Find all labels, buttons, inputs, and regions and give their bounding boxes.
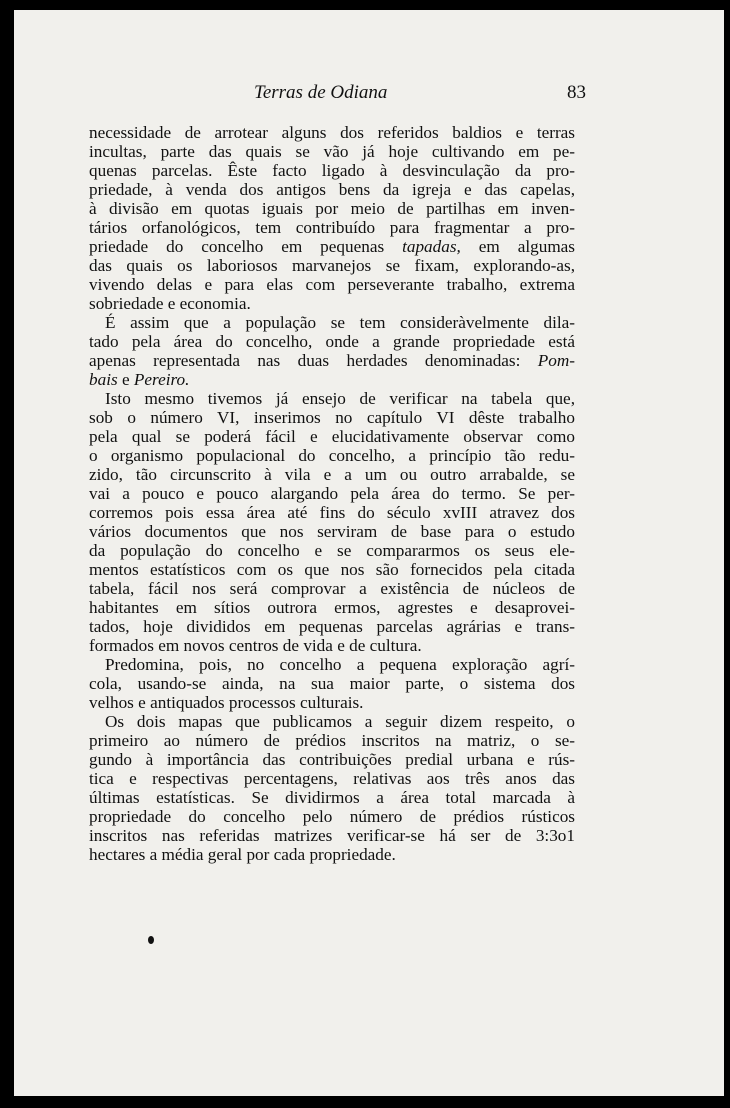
- text-run: tado pela área do concelho, onde a grande propriedade está: [89, 332, 575, 351]
- text-line: [89, 484, 575, 503]
- text-run: corremos pois essa área até fins do século xvIII atravez dos: [89, 503, 575, 522]
- page-header: [14, 82, 724, 112]
- paragraph: [89, 712, 575, 864]
- text-run: incultas, parte das quais se vão já hoje cultivando em pe-: [89, 142, 575, 161]
- text-line: [89, 617, 575, 636]
- text-line: [89, 389, 575, 408]
- book-page: [14, 10, 724, 1096]
- text-line: [89, 579, 575, 598]
- text-line: [89, 522, 575, 541]
- paragraph: [89, 655, 575, 712]
- text-line: [89, 370, 575, 389]
- text-run: gundo à importância das contribuições predial urbana e rús-: [89, 750, 575, 769]
- text-run: Predomina, pois, no concelho a pequena exploração agrí-: [105, 655, 575, 674]
- text-line: [89, 788, 575, 807]
- text-run: pela qual se poderá fácil e elucidativamente observar como: [89, 427, 575, 446]
- text-line: [89, 313, 575, 332]
- text-run: sobriedade e economia.: [89, 294, 251, 313]
- text-line: [89, 560, 575, 579]
- text-line: [89, 769, 575, 788]
- text-line: [89, 712, 575, 731]
- text-run: Os dois mapas que publicamos a seguir dizem respeito, o: [105, 712, 575, 731]
- text-run: habitantes em sítios outrora ermos, agrestes e desaprovei-: [89, 598, 575, 617]
- text-run: formados em novos centros de vida e de cultura.: [89, 636, 422, 655]
- text-run: cola, usando-se ainda, na sua maior parte, o sistema dos: [89, 674, 575, 693]
- text-line: [89, 142, 575, 161]
- text-line: [89, 845, 575, 864]
- text-line: [89, 750, 575, 769]
- text-line: [89, 123, 575, 142]
- text-line: [89, 465, 575, 484]
- text-run: vários documentos que nos serviram de base para o estudo: [89, 522, 575, 541]
- italic-run: bais: [89, 370, 118, 389]
- text-run: em algumas: [460, 237, 576, 256]
- italic-run: tapadas,: [402, 237, 461, 256]
- ink-speck: [148, 936, 154, 944]
- paragraph: [89, 389, 575, 655]
- text-run: zido, tão circunscrito à vila e a um ou outro arrabalde, se: [89, 465, 575, 484]
- text-line: [89, 826, 575, 845]
- text-run: mentos estatísticos com os que nos são fornecidos pela citada: [89, 560, 575, 579]
- text-run: necessidade de arrotear alguns dos referidos baldios e terras: [89, 123, 575, 142]
- text-run: É assim que a população se tem consideràvelmente dila-: [105, 313, 575, 332]
- text-line: [89, 655, 575, 674]
- text-run: tários orfanológicos, tem contribuído para fragmentar a pro-: [89, 218, 575, 237]
- text-line: [89, 503, 575, 522]
- text-line: [89, 256, 575, 275]
- text-run: propriedade do concelho pelo número de prédios rústicos: [89, 807, 575, 826]
- text-line: [89, 237, 575, 256]
- text-run: vivendo delas e para elas com perseverante trabalho, extrema: [89, 275, 575, 294]
- text-run: últimas estatísticas. Se dividirmos a área total marcada à: [89, 788, 575, 807]
- text-run: tabela, fácil nos será comprovar a existência de núcleos de: [89, 579, 575, 598]
- text-line: [89, 351, 575, 370]
- text-run: priedade, à venda dos antigos bens da igreja e das capelas,: [89, 180, 575, 199]
- text-run: e: [117, 370, 134, 389]
- text-run: apenas representada nas duas herdades denominadas:: [89, 351, 538, 370]
- text-line: [89, 275, 575, 294]
- text-run: tados, hoje divididos em pequenas parcelas agrárias e trans-: [89, 617, 575, 636]
- body-text: [89, 123, 575, 864]
- italic-run: Pereiro.: [133, 370, 190, 389]
- text-run: à divisão em quotas iguais por meio de partilhas em inven-: [89, 199, 575, 218]
- text-run: hectares a média geral por cada propriedade.: [89, 845, 396, 864]
- text-line: [89, 541, 575, 560]
- text-line: [89, 598, 575, 617]
- text-line: [89, 218, 575, 237]
- text-run: o organismo populacional do concelho, a princípio tão redu-: [89, 446, 575, 465]
- text-line: [89, 199, 575, 218]
- text-run: velhos e antiquados processos culturais.: [89, 693, 364, 712]
- text-line: [89, 807, 575, 826]
- text-run: inscritos nas referidas matrizes verificar-se há ser de 3:3o1: [89, 826, 575, 845]
- text-line: [89, 408, 575, 427]
- text-line: [89, 674, 575, 693]
- text-line: [89, 731, 575, 750]
- text-run: quenas parcelas. Êste facto ligado à desvinculação da pro-: [89, 161, 575, 180]
- text-line: [89, 180, 575, 199]
- text-line: [89, 161, 575, 180]
- paragraph: [89, 313, 575, 389]
- text-run: priedade do concelho em pequenas: [89, 237, 403, 256]
- text-line: [89, 446, 575, 465]
- text-run: Isto mesmo tivemos já ensejo de verificar na tabela que,: [105, 389, 575, 408]
- page-number: 83: [567, 82, 586, 103]
- text-line: [89, 332, 575, 351]
- text-line: [89, 636, 575, 655]
- italic-run: Pom-: [537, 351, 575, 370]
- text-run: das quais os laboriosos marvanejos se fixam, explorando-as,: [89, 256, 575, 275]
- text-run: da população do concelho e se compararmos os seus ele-: [89, 541, 575, 560]
- paragraph: [89, 123, 575, 313]
- text-run: primeiro ao número de prédios inscritos na matriz, o se-: [89, 731, 575, 750]
- text-line: [89, 693, 575, 712]
- text-line: [89, 294, 575, 313]
- text-run: sob o número VI, inserimos no capítulo VI dêste trabalho: [89, 408, 575, 427]
- text-run: tica e respectivas percentagens, relativas aos três anos das: [89, 769, 575, 788]
- text-line: [89, 427, 575, 446]
- text-run: vai a pouco e pouco alargando pela área do termo. Se per-: [89, 484, 575, 503]
- running-title: Terras de Odiana: [254, 82, 388, 103]
